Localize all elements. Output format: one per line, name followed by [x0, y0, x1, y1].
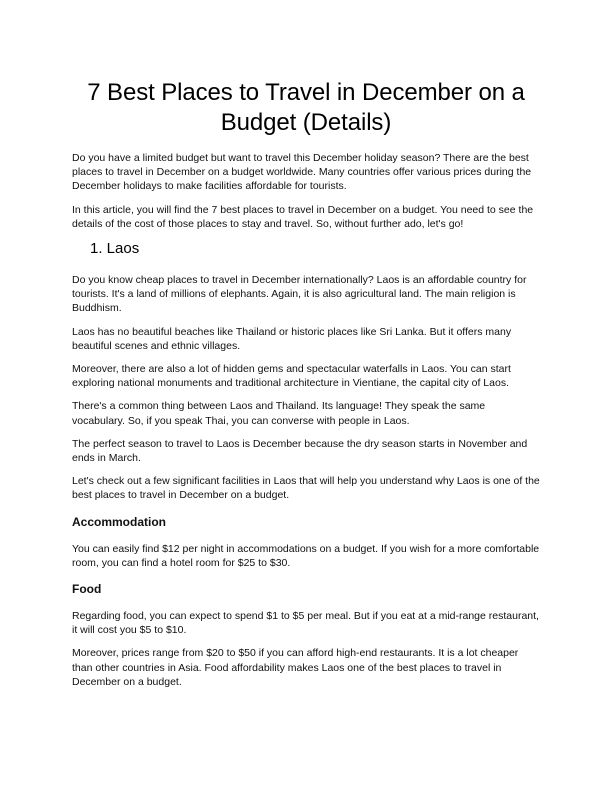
intro-paragraph-2: In this article, you will find the 7 best places to travel in December on a budget. You need to see the details of the cost of those places to stay and travel. So, without further ado, let's go!: [72, 203, 534, 230]
food-paragraph-2: Moreover, prices range from $20 to $50 if you can afford high-end restaurants. It is a lot cheaper than other countries in Asia. Food affordability makes Laos one of the best places to travel in December on a budget.: [72, 647, 519, 688]
laos-paragraph-6: Let's check out a few significant facilities in Laos that will help you understand why Laos is one of the best places to travel in December on a budget.: [72, 475, 540, 502]
laos-paragraph-3: Moreover, there are also a lot of hidden gems and spectacular waterfalls in Laos. You can start exploring national monuments and traditional architecture in Vientiane, the capital city of Laos.: [72, 363, 511, 390]
food-paragraph-1: Regarding food, you can expect to spend $1 to $5 per meal. But if you eat at a mid-range restaurant, it will cost you $5 to $10.: [72, 610, 539, 637]
laos-paragraph-4: There's a common thing between Laos and Thailand. Its language! They speak the same vocabulary. So, if you speak Thai, you can converse with people in Laos.: [72, 400, 486, 427]
section-heading-laos: 1. Laos: [90, 240, 140, 258]
subheading-accommodation: Accommodation: [72, 514, 167, 529]
intro-paragraph-1: Do you have a limited budget but want to travel this December holiday season? There are the best places to travel in December on a budget worldwide. Many countries offer various prices during the December holidays to make facilities affordable for tourists.: [72, 152, 532, 193]
subheading-food: Food: [72, 582, 102, 597]
document-page: [72, 78, 540, 698]
laos-paragraph-2: Laos has no beautiful beaches like Thailand or historic places like Sri Lanka. But it offers many beautiful scenes and ethnic villages.: [72, 325, 512, 352]
page-title: 7 Best Places to Travel in December on a Budget (Details): [87, 79, 525, 136]
accommodation-paragraph-1: You can easily find $12 per night in accommodations on a budget. If you wish for a more comfortable room, you can find a hotel room for $25 to $30.: [72, 542, 540, 569]
laos-paragraph-5: The perfect season to travel to Laos is December because the dry season starts in November and ends in March.: [72, 437, 528, 465]
laos-paragraph-1: Do you know cheap places to travel in December internationally? Laos is an affordable country for tourists. It's a land of millions of elephants. Again, it is also agricultural land. The main religion is Buddhism.: [72, 274, 527, 315]
